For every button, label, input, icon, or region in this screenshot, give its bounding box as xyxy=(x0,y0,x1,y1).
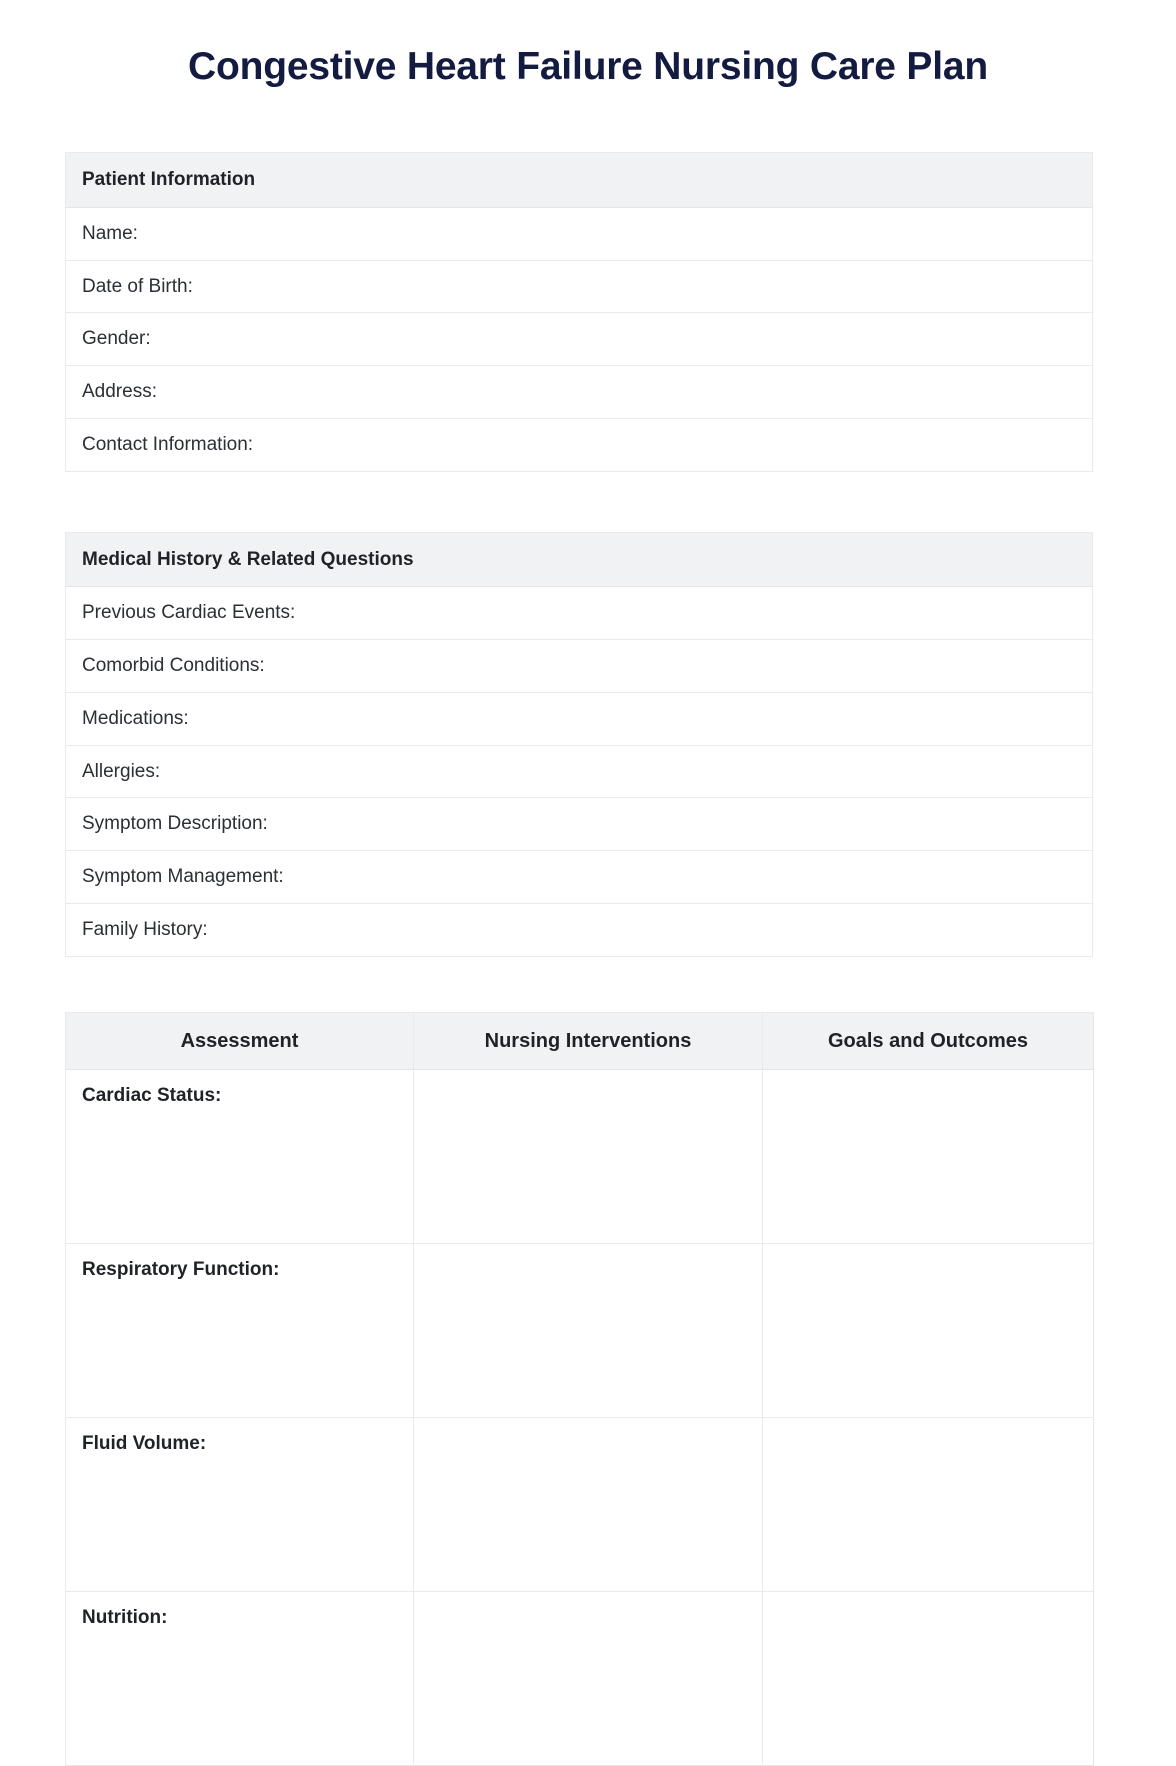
table-row xyxy=(66,313,1093,366)
assessment-label-respiratory-function: Respiratory Function: xyxy=(66,1243,414,1417)
table-header-row xyxy=(66,1012,1094,1069)
table-row xyxy=(66,1591,1094,1765)
care-plan-table xyxy=(65,1012,1094,1766)
table-row xyxy=(66,745,1093,798)
table-row xyxy=(66,260,1093,313)
table-row xyxy=(66,798,1093,851)
field-date-of-birth[interactable]: Date of Birth: xyxy=(66,260,1093,313)
table-header-row xyxy=(66,153,1093,208)
goals-cell-fluid-volume[interactable] xyxy=(763,1417,1094,1591)
table-row xyxy=(66,366,1093,419)
field-allergies[interactable]: Allergies: xyxy=(66,745,1093,798)
table-header-row xyxy=(66,532,1093,587)
field-comorbid-conditions[interactable]: Comorbid Conditions: xyxy=(66,640,1093,693)
assessment-label-fluid-volume: Fluid Volume: xyxy=(66,1417,414,1591)
goals-cell-respiratory-function[interactable] xyxy=(763,1243,1094,1417)
table-row xyxy=(66,692,1093,745)
column-header-goals-and-outcomes: Goals and Outcomes xyxy=(763,1012,1094,1069)
medical-history-heading: Medical History & Related Questions xyxy=(66,532,1093,587)
field-symptom-description[interactable]: Symptom Description: xyxy=(66,798,1093,851)
table-row xyxy=(66,207,1093,260)
interventions-cell-cardiac-status[interactable] xyxy=(414,1069,763,1243)
table-row xyxy=(66,418,1093,471)
field-address[interactable]: Address: xyxy=(66,366,1093,419)
spacer xyxy=(65,957,1111,1012)
table-row xyxy=(66,903,1093,956)
field-previous-cardiac-events[interactable]: Previous Cardiac Events: xyxy=(66,587,1093,640)
field-medications[interactable]: Medications: xyxy=(66,692,1093,745)
assessment-label-nutrition: Nutrition: xyxy=(66,1591,414,1765)
patient-information-heading: Patient Information xyxy=(66,153,1093,208)
page-title: Congestive Heart Failure Nursing Care Plan xyxy=(188,45,988,88)
table-row xyxy=(66,587,1093,640)
table-row xyxy=(66,1243,1094,1417)
interventions-cell-fluid-volume[interactable] xyxy=(414,1417,763,1591)
table-row xyxy=(66,851,1093,904)
field-contact-information[interactable]: Contact Information: xyxy=(66,418,1093,471)
goals-cell-nutrition[interactable] xyxy=(763,1591,1094,1765)
medical-history-table xyxy=(65,532,1093,957)
field-family-history[interactable]: Family History: xyxy=(66,903,1093,956)
field-symptom-management[interactable]: Symptom Management: xyxy=(66,851,1093,904)
field-gender[interactable]: Gender: xyxy=(66,313,1093,366)
interventions-cell-nutrition[interactable] xyxy=(414,1591,763,1765)
spacer xyxy=(65,472,1111,532)
goals-cell-cardiac-status[interactable] xyxy=(763,1069,1094,1243)
table-row xyxy=(66,1069,1094,1243)
spacer xyxy=(65,90,1111,152)
patient-information-table xyxy=(65,152,1093,472)
column-header-assessment: Assessment xyxy=(66,1012,414,1069)
interventions-cell-respiratory-function[interactable] xyxy=(414,1243,763,1417)
table-row xyxy=(66,1417,1094,1591)
column-header-nursing-interventions: Nursing Interventions xyxy=(414,1012,763,1069)
field-name[interactable]: Name: xyxy=(66,207,1093,260)
table-row xyxy=(66,640,1093,693)
assessment-label-cardiac-status: Cardiac Status: xyxy=(66,1069,414,1243)
